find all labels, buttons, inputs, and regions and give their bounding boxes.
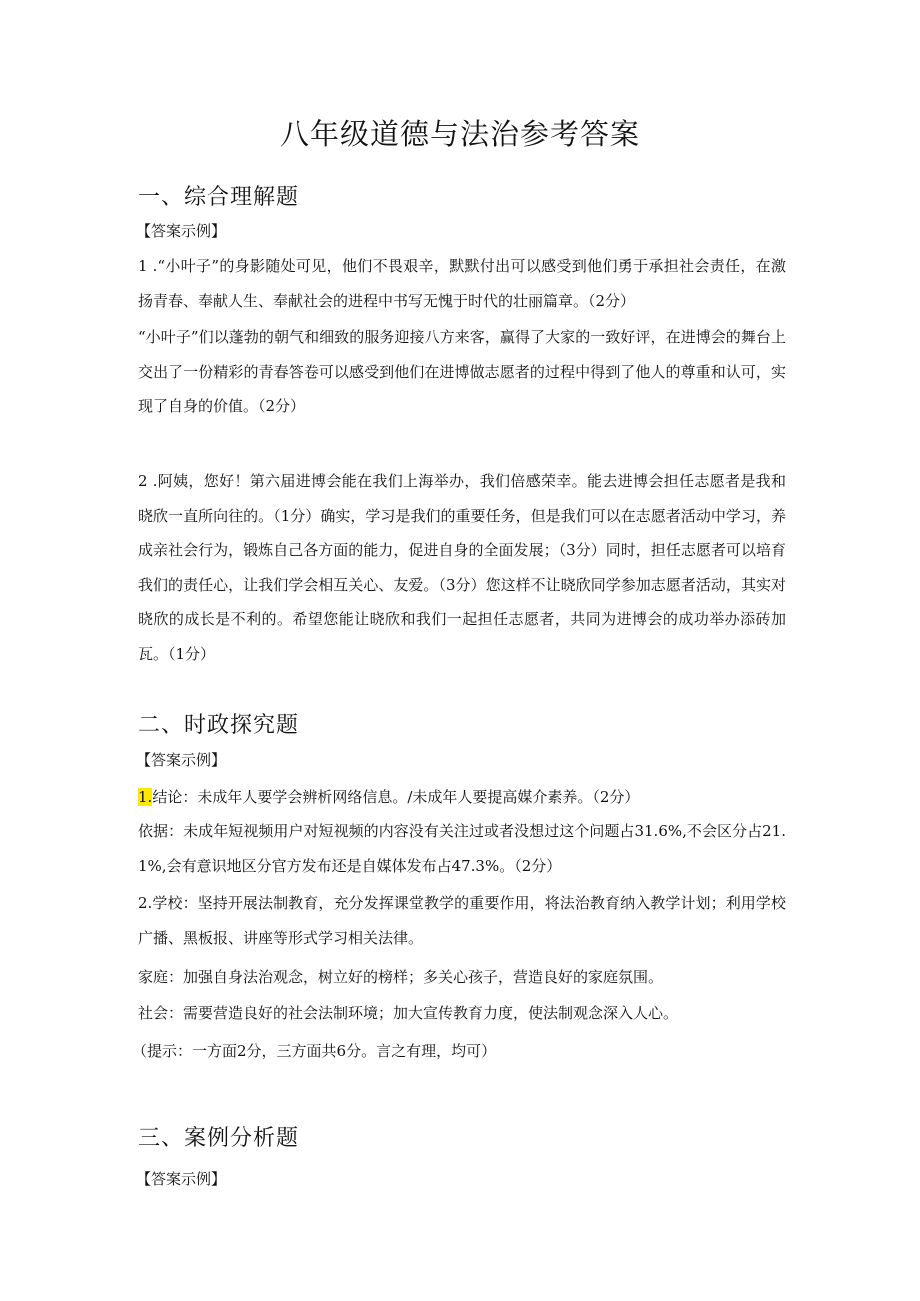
- answer-example-label: 【答案示例】: [136, 751, 227, 769]
- answer-1-paragraph-1: 1 .“小叶子”的身影随处可见，他们不畏艰辛，默默付出可以感受到他们勇于承担社会责任，在激扬青春、奉献人生、奉献社会的进程中书写无愧于时代的壮丽篇章。（2分）: [138, 257, 786, 310]
- section-heading-current-affairs: 二、时政探究题: [138, 713, 300, 738]
- answer-1-paragraph-2: “小叶子”们以蓬勃的朝气和细致的服务迎接八方来客，赢得了大家的一致好评，在进博会的舞台上交出了一份精彩的青春答卷可以感受到他们在进博做志愿者的过程中得到了他人的尊重和认可，实现了自身的价值。（2分）: [138, 328, 786, 415]
- q1-conclusion: 结论：未成年人要学会辨析网络信息。/未成年人要提高媒介素养。（2分）: [152, 788, 640, 806]
- q1-basis: 依据：未成年短视频用户对短视频的内容没有关注过或者没想过这个问题占31.6%,不会区分占21.1%,会有意识地区分官方发布还是自媒体发布占47.3%。（2分）: [138, 822, 786, 875]
- document-title: 八年级道德与法治参考答案: [279, 117, 640, 151]
- q2-hint: （提示：一方面2分，三方面共6分。言之有理，均可）: [132, 1042, 497, 1060]
- section-heading-comprehensive: 一、综合理解题: [138, 185, 300, 210]
- q2-school: 2.学校：坚持开展法制教育，充分发挥课堂教学的重要作用，将法治教育纳入教学计划；利用学校广播、黑板报、讲座等形式学习相关法律。: [138, 894, 786, 947]
- section-heading-case-analysis: 三、案例分析题: [138, 1126, 300, 1151]
- q1-number-highlight: 1.: [138, 788, 153, 806]
- answer-2-paragraph: 2 .阿姨，您好！第六届进博会能在我们上海举办，我们倍感荣幸。能去进博会担任志愿者是我和晓欣一直所向往的。（1分）确实，学习是我们的重要任务，但是我们可以在志愿者活动中学习，养成亲社会行为，锻炼自己各方面的能力，促进自身的全面发展；（3分）同时，担任志愿者可以培育我们的责任心，让我们学会相互关心、友爱。（3分）您这样不让晓欣同学参加志愿者活动，其实对晓欣的成长是不利的。希望您能让晓欣和我们一起担任志愿者，共同为进博会的成功举办添砖加瓦。（1分）: [138, 472, 786, 663]
- answer-example-label: 【答案示例】: [136, 222, 227, 240]
- answer-example-label: 【答案示例】: [136, 1170, 227, 1188]
- q2-family: 家庭：加强自身法治观念，树立好的榜样；多关心孩子，营造良好的家庭氛围。: [138, 968, 664, 986]
- q2-society: 社会：需要营造良好的社会法制环境；加大宣传教育力度，使法制观念深入人心。: [138, 1004, 679, 1022]
- q1-conclusion-line: [138, 786, 639, 807]
